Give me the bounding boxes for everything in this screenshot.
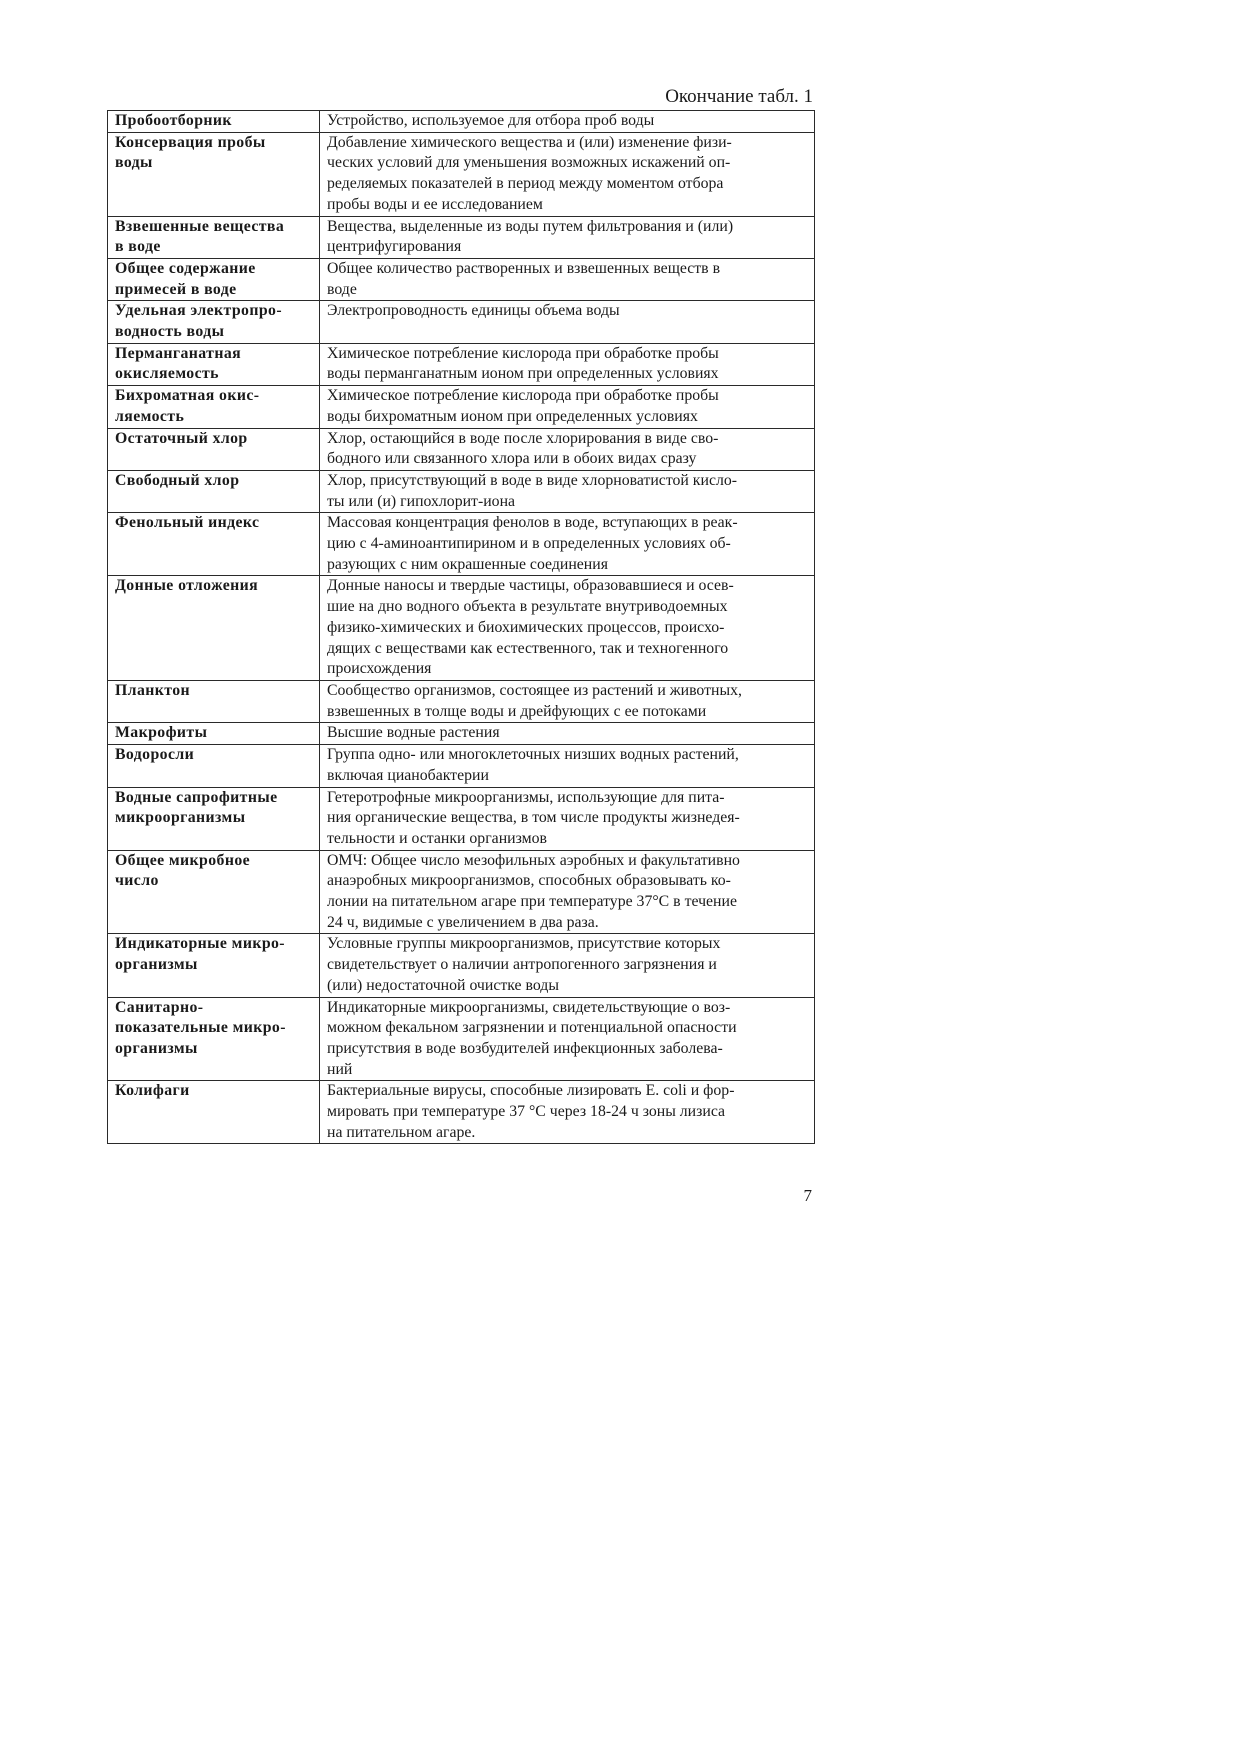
definition-cell: Сообщество организмов, состоящее из растений и животных, взвешенных в толще воды и дрейфующих с ее потоками <box>320 680 815 722</box>
definition-cell: Общее количество растворенных и взвешенных веществ в воде <box>320 258 815 300</box>
table-row <box>108 132 815 216</box>
table-row <box>108 576 815 681</box>
term-cell: Консервация пробы воды <box>108 132 320 216</box>
term-cell: Макрофиты <box>108 723 320 745</box>
term-cell: Индикаторные микро- организмы <box>108 934 320 997</box>
definition-cell: ОМЧ: Общее число мезофильных аэробных и факультативно анаэробных микроорганизмов, способных образовывать ко- лонии на питательном агаре при температуре 37°C в течение 24 ч, видимые с увеличением в два раза. <box>320 850 815 934</box>
table-row <box>108 428 815 470</box>
definition-cell: Высшие водные растения <box>320 723 815 745</box>
table-row <box>108 111 815 133</box>
term-cell: Общее содержание примесей в воде <box>108 258 320 300</box>
definition-cell: Массовая концентрация фенолов в воде, вступающих в реак- цию с 4-аминоантипирином и в определенных условиях об- разующих с ним окрашенные соединения <box>320 513 815 576</box>
table-row <box>108 343 815 385</box>
table-row <box>108 470 815 512</box>
definition-cell: Гетеротрофные микроорганизмы, использующие для пита- ния органические вещества, в том числе продукты жизнедея- тельности и останки организмов <box>320 787 815 850</box>
page-number: 7 <box>803 1186 812 1205</box>
table-row <box>108 1081 815 1144</box>
term-cell: Общее микробное число <box>108 850 320 934</box>
definition-cell: Электропроводность единицы объема воды <box>320 301 815 343</box>
table-row <box>108 787 815 850</box>
term-cell: Свободный хлор <box>108 470 320 512</box>
table-row <box>108 258 815 300</box>
definition-cell: Бактериальные вирусы, способные лизировать E. coli и фор- мировать при температуре 37 °C через 18-24 ч зоны лизиса на питательном агаре. <box>320 1081 815 1144</box>
term-cell: Водоросли <box>108 745 320 787</box>
definition-cell: Химическое потребление кислорода при обработке пробы воды перманганатным ионом при определенных условиях <box>320 343 815 385</box>
table-caption: Окончание табл. 1 <box>665 86 813 107</box>
table-row <box>108 216 815 258</box>
definition-cell: Условные группы микроорганизмов, присутствие которых свидетельствует о наличии антропогенного загрязнения и (или) недостаточной очистке воды <box>320 934 815 997</box>
definition-cell: Добавление химического вещества и (или) изменение физи- ческих условий для уменьшения возможных искажений оп- ределяемых показателей в период между моментом отбора пробы воды и ее исследованием <box>320 132 815 216</box>
definition-cell: Группа одно- или многоклеточных низших водных растений, включая цианобактерии <box>320 745 815 787</box>
table-row <box>108 997 815 1081</box>
table-row <box>108 745 815 787</box>
term-cell: Фенольный индекс <box>108 513 320 576</box>
term-cell: Колифаги <box>108 1081 320 1144</box>
definition-cell: Хлор, остающийся в воде после хлорирования в виде сво- бодного или связанного хлора или в обоих видах сразу <box>320 428 815 470</box>
term-cell: Санитарно- показательные микро- организмы <box>108 997 320 1081</box>
term-cell: Планктон <box>108 680 320 722</box>
term-cell: Взвешенные вещества в воде <box>108 216 320 258</box>
glossary-table <box>107 110 815 1144</box>
table-row <box>108 680 815 722</box>
term-cell: Остаточный хлор <box>108 428 320 470</box>
term-cell: Бихроматная окис- ляемость <box>108 386 320 428</box>
table-row <box>108 301 815 343</box>
table-row <box>108 513 815 576</box>
term-cell: Удельная электропро- водность воды <box>108 301 320 343</box>
term-cell: Перманганатная окисляемость <box>108 343 320 385</box>
table-row <box>108 386 815 428</box>
table-row <box>108 723 815 745</box>
term-cell: Водные сапрофитные микроорганизмы <box>108 787 320 850</box>
definition-cell: Донные наносы и твердые частицы, образовавшиеся и осев- шие на дно водного объекта в результате внутриводоемных физико-химических и биохимических процессов, происхо- дящих с веществами как естественного, так и техногенного происхождения <box>320 576 815 681</box>
table-row <box>108 850 815 934</box>
definition-cell: Вещества, выделенные из воды путем фильтрования и (или) центрифугирования <box>320 216 815 258</box>
definition-cell: Устройство, используемое для отбора проб воды <box>320 111 815 133</box>
definition-cell: Хлор, присутствующий в воде в виде хлорноватистой кисло- ты или (и) гипохлорит-иона <box>320 470 815 512</box>
term-cell: Донные отложения <box>108 576 320 681</box>
definition-cell: Индикаторные микроорганизмы, свидетельствующие о воз- можном фекальном загрязнении и потенциальной опасности присутствия в воде возбудителей инфекционных заболева- ний <box>320 997 815 1081</box>
table-row <box>108 934 815 997</box>
term-cell: Пробоотборник <box>108 111 320 133</box>
definition-cell: Химическое потребление кислорода при обработке пробы воды бихроматным ионом при определенных условиях <box>320 386 815 428</box>
